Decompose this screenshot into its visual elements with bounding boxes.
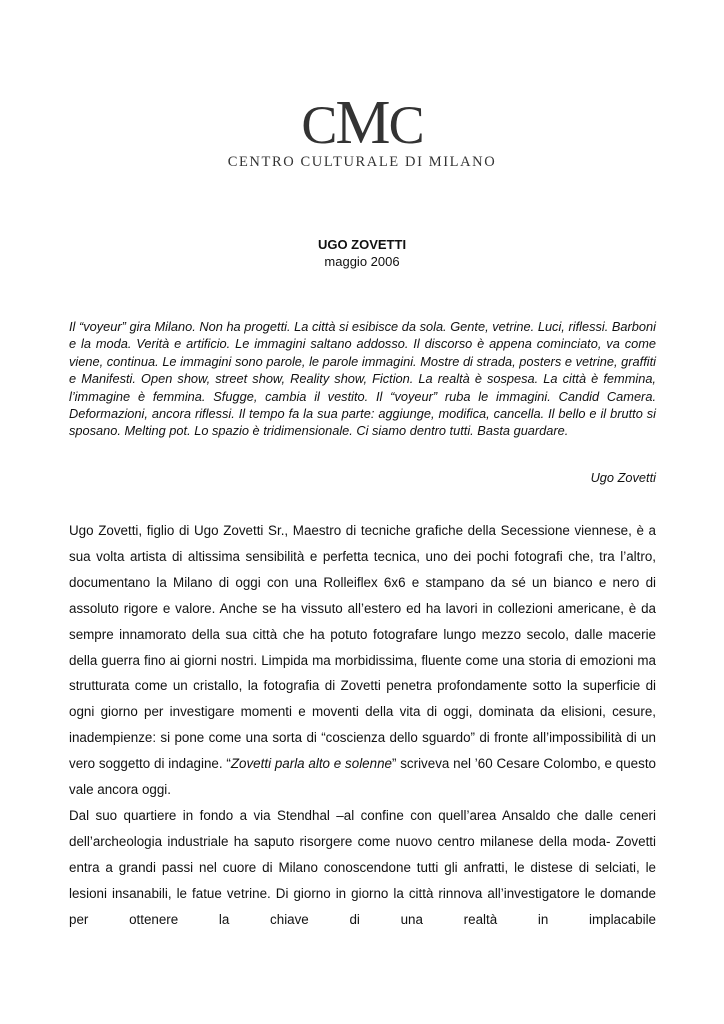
intro-quote: Il “voyeur” gira Milano. Non ha progetti. La città si esibisce da sola. Gente, vetrine. Luci, riflessi. Barboni e la moda. Verità e artificio. Le immagini saltano addosso. Il discorso è appena cominciato, va come viene, continua. Le immagini sono parole, le parole immagini. Mostre di strada, posters e vetrine, graffiti e Manifesti. Open show, street show, Reality show, Fiction. La realtà è sospesa. La città è femmina, l’immagine è femmina. Sfugge, cambia il vestito. Il “voyeur” ruba le immagini. Candid Camera. Deformazioni, ancora riflessi. Il tempo fa la sua parte: aggiunge, modifica, cancella. Il bello e il brutto si sposano. Melting pot. Lo spazio è tridimensionale. Ci siamo dentro tutti. Basta guardare. (69, 319, 656, 439)
body-paragraph-2: Dal suo quartiere in fondo a via Stendhal –al confine con quell’area Ansaldo che dalle ceneri dell’archeologia industriale ha saputo risorgere come nuovo centro milanese della moda- Zovetti entra a grandi passi nel cuore di Milano conoscendone tutti gli anfratti, le distese di selciati, le lesioni insanabili, le fatue vetrine. Di giorno in giorno la città rinnova all’investigatore le domande per ottenere la chiave di una realtà in implacabile (69, 807, 656, 927)
colombo-quote: Zovetti parla alto e solenne (230, 756, 392, 772)
document-date: maggio 2006 (324, 254, 400, 269)
body-text (69, 518, 656, 933)
artist-name: UGO ZOVETTI (317, 237, 407, 252)
paragraph-1-text: Ugo Zovetti, figlio di Ugo Zovetti Sr., Maestro di tecniche grafiche della Secessione viennese, è a sua volta artista di altissima sensibilità e perfetta tecnica, uno dei pochi fotografi che, tra l’altro, documentano la Milano di oggi con una Rolleiflex 6x6 e stampano da sé un bianco e nero di assoluto rigore e valore. Anche se ha vissuto all’estero ed ha lavori in collezioni americane, è da sempre innamorato della sua città che ha potuto fotografare lungo mezzo secolo, dalle macerie della guerra fino ai giorni nostri. Limpida ma morbidissima, fluente come una storia di emozioni ma strutturata come un cristallo, la fotografia di Zovetti penetra profondamente sotto la superficie di ogni giorno per investigare momenti e moventi della vita di oggi, dominata da elisioni, cesure, inadempienze: si pone come una sorta di “coscienza dello sguardo” di fronte all’impossibilità di un vero soggetto di indagine. “ (69, 523, 656, 772)
body-paragraph-1 (69, 518, 656, 803)
logo-subtitle: CENTRO CULTURALE DI MILANO (227, 154, 497, 170)
cmc-logo (0, 89, 724, 171)
logo-letter-c1: C (301, 95, 336, 155)
document-heading (0, 236, 724, 270)
logo-letter-c2: C (388, 95, 423, 155)
logo-letter-m: M (335, 89, 389, 157)
logo-mark (0, 89, 724, 157)
paragraph-1-text-end: ” scriveva nel ’60 Cesare Colombo, e questo vale ancora oggi. (69, 756, 656, 798)
intro-signature: Ugo Zovetti (590, 470, 656, 485)
